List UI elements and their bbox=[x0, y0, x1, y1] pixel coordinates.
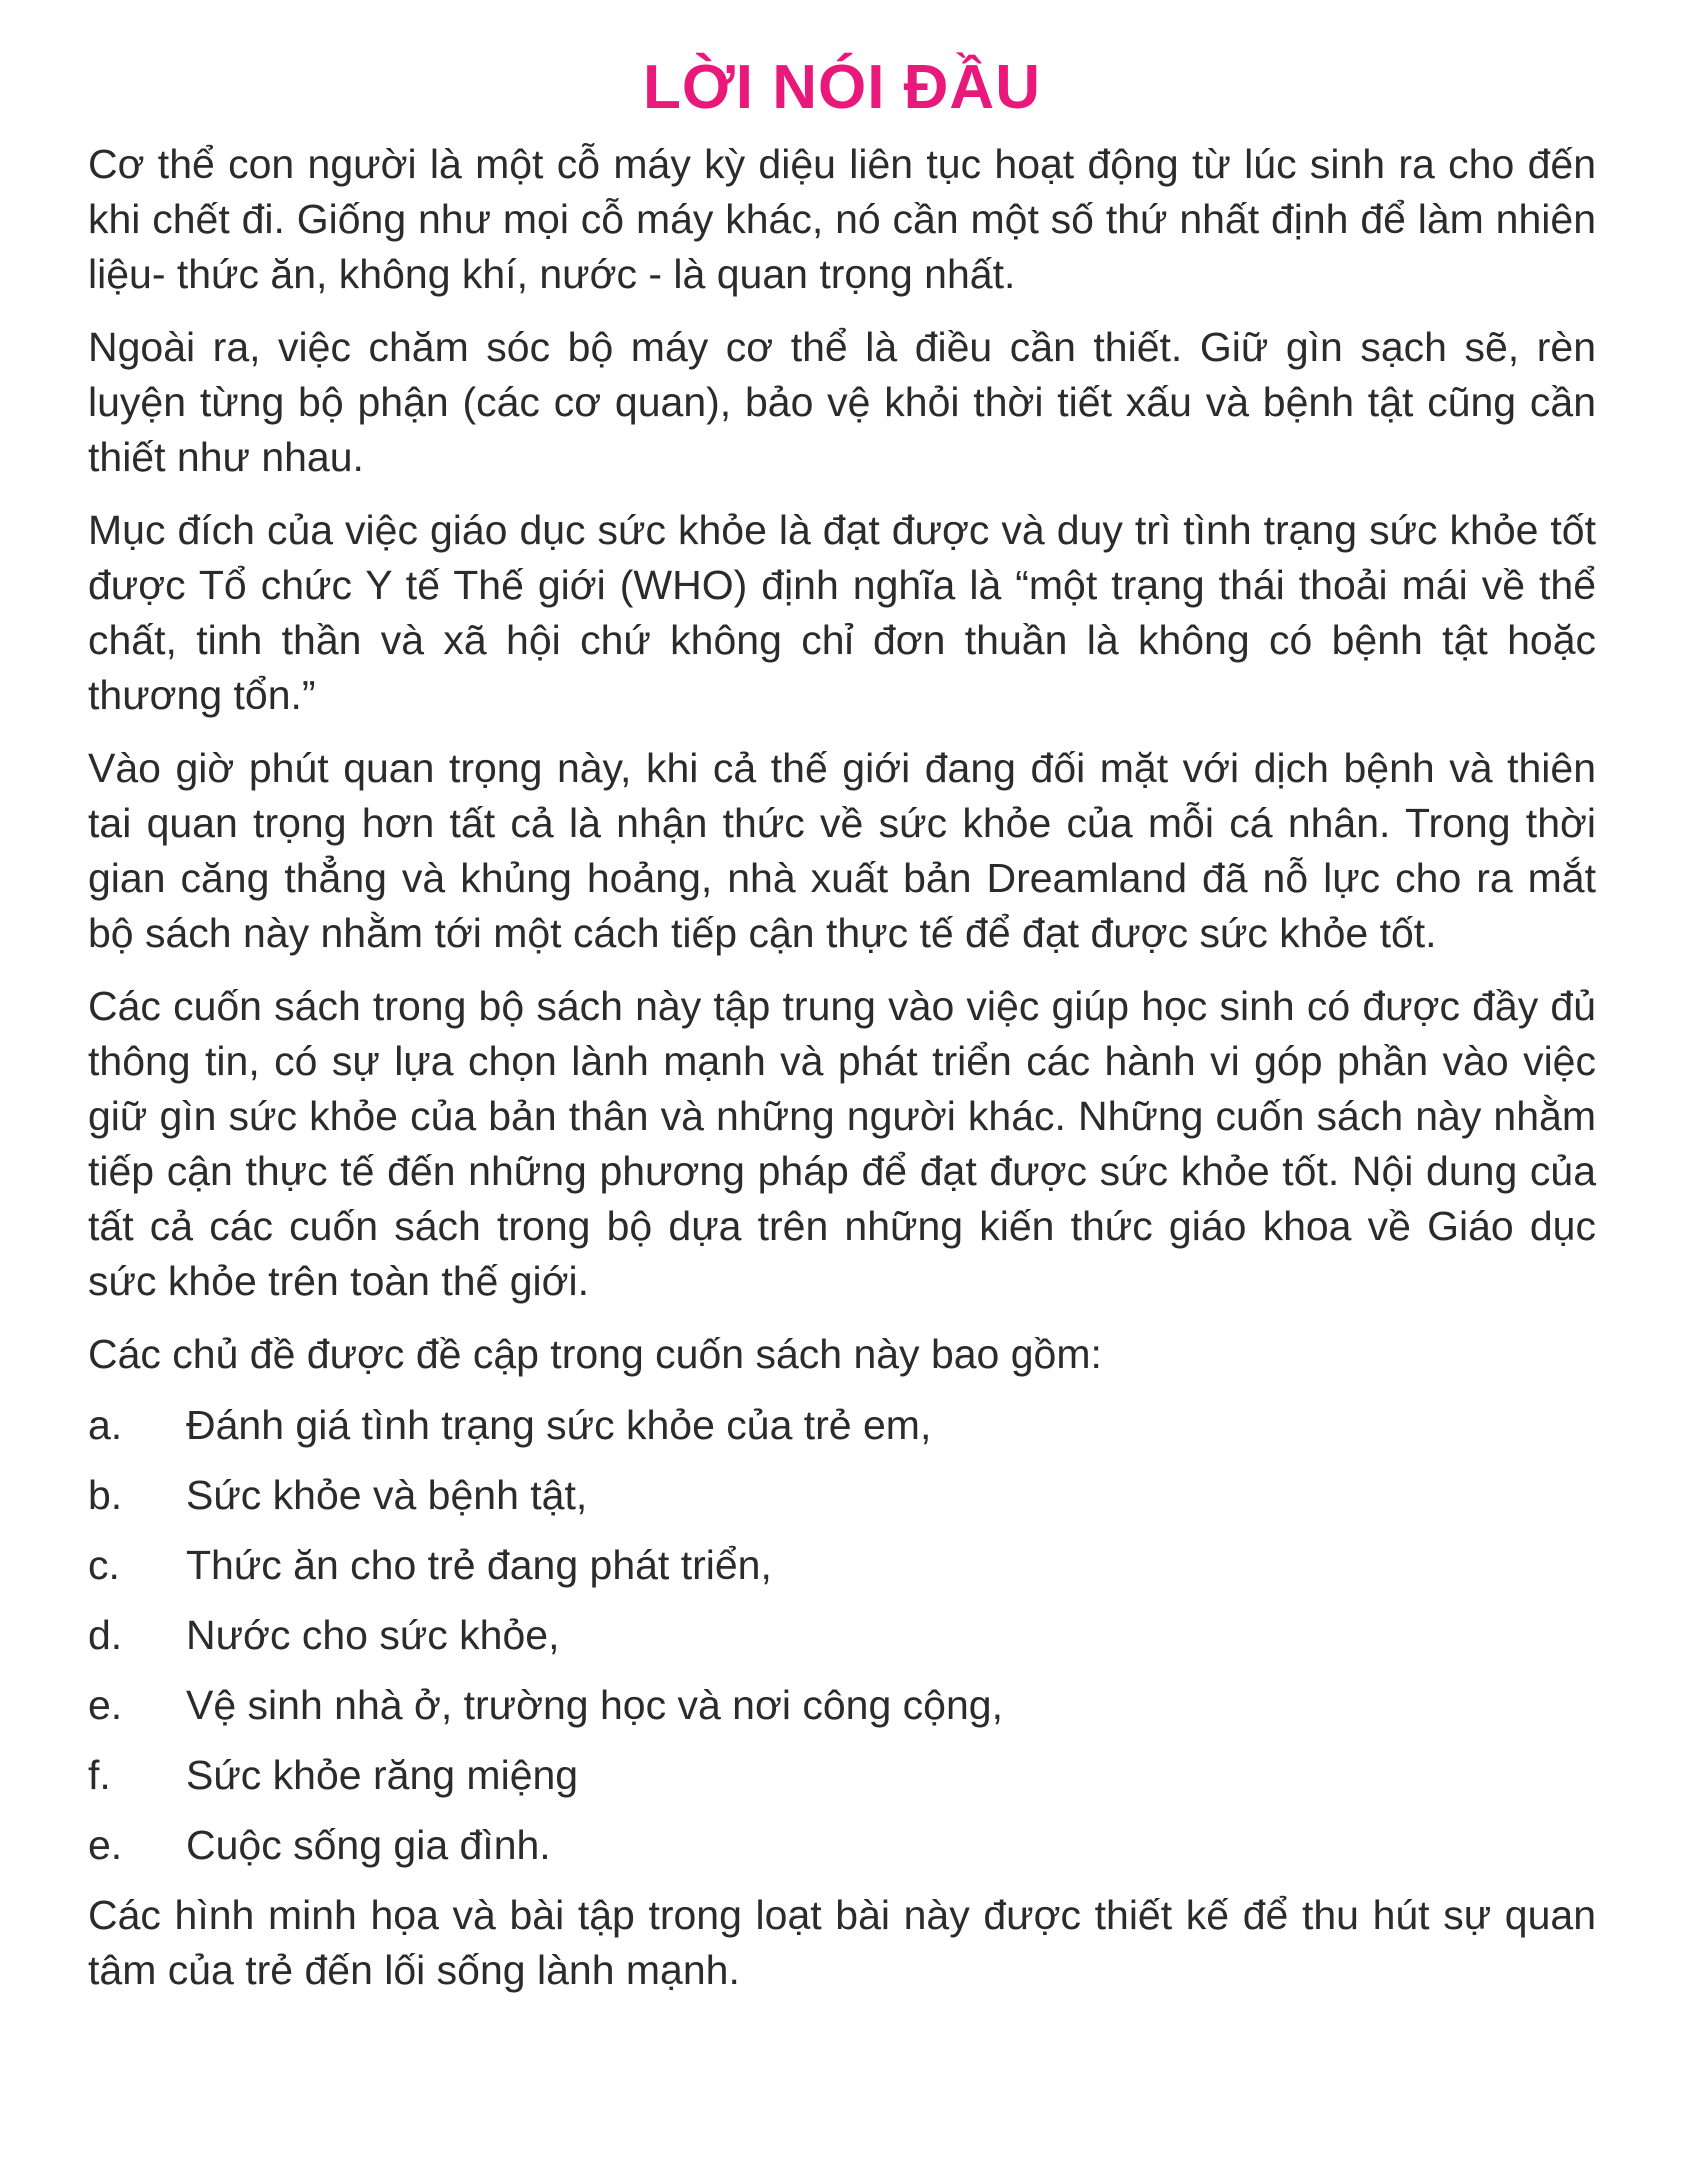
paragraph-intro-body-machine: Cơ thể con người là một cỗ máy kỳ diệu liên tục hoạt động từ lúc sinh ra cho đến khi chết đi. Giống như mọi cỗ máy khác, nó cần một số thứ nhất định để làm nhiên liệu- thức ăn, không khí, nước - là quan trọng nhất. bbox=[88, 141, 1596, 297]
topics-list bbox=[88, 1398, 1596, 1873]
list-item bbox=[88, 1678, 1596, 1733]
list-item-label: c. bbox=[88, 1542, 120, 1588]
list-item-text: Sức khỏe và bệnh tật, bbox=[186, 1472, 588, 1518]
list-item bbox=[88, 1608, 1596, 1663]
paragraph-topics-intro: Các chủ đề được đề cập trong cuốn sách này bao gồm: bbox=[88, 1331, 1102, 1377]
list-item-label: d. bbox=[88, 1612, 123, 1658]
list-item-label: f. bbox=[88, 1752, 111, 1798]
list-item bbox=[88, 1748, 1596, 1803]
paragraph-book-goals: Các cuốn sách trong bộ sách này tập trung vào việc giúp học sinh có được đầy đủ thông tin, có sự lựa chọn lành mạnh và phát triển các hành vi góp phần vào việc giữ gìn sức khỏe của bản thân và những người khác. Những cuốn sách này nhằm tiếp cận thực tế đến những phương pháp để đạt được sức khỏe tốt. Nội dung của tất cả các cuốn sách trong bộ dựa trên những kiến thức giáo khoa về Giáo dục sức khỏe trên toàn thế giới. bbox=[88, 983, 1596, 1304]
paragraph-who-definition: Mục đích của việc giáo dục sức khỏe là đạt được và duy trì tình trạng sức khỏe tốt được Tổ chức Y tế Thế giới (WHO) định nghĩa là “một trạng thái thoải mái về thể chất, tinh thần và xã hội chứ không chỉ đơn thuần là không có bệnh tật hoặc thương tổn.” bbox=[88, 507, 1596, 718]
list-item bbox=[88, 1398, 1596, 1453]
paragraph-care-of-body: Ngoài ra, việc chăm sóc bộ máy cơ thể là điều cần thiết. Giữ gìn sạch sẽ, rèn luyện từng bộ phận (các cơ quan), bảo vệ khỏi thời tiết xấu và bệnh tật cũng cần thiết như nhau. bbox=[88, 324, 1596, 480]
list-item-text: Đánh giá tình trạng sức khỏe của trẻ em, bbox=[186, 1402, 932, 1448]
list-item-label: a. bbox=[88, 1402, 123, 1448]
paragraph-closing: Các hình minh họa và bài tập trong loạt bài này được thiết kế để thu hút sự quan tâm của trẻ đến lối sống lành mạnh. bbox=[88, 1892, 1596, 1993]
list-item bbox=[88, 1818, 1596, 1873]
page-title: LỜI NÓI ĐẦU bbox=[643, 53, 1041, 122]
list-item bbox=[88, 1468, 1596, 1523]
list-item-label: e. bbox=[88, 1682, 123, 1728]
list-item-text: Thức ăn cho trẻ đang phát triển, bbox=[186, 1542, 772, 1588]
list-item-text: Sức khỏe răng miệng bbox=[186, 1752, 579, 1798]
list-item bbox=[88, 1538, 1596, 1593]
list-item-label: e. bbox=[88, 1822, 123, 1868]
paragraph-dreamland-publisher: Vào giờ phút quan trọng này, khi cả thế giới đang đối mặt với dịch bệnh và thiên tai quan trọng hơn tất cả là nhận thức về sức khỏe của mỗi cá nhân. Trong thời gian căng thẳng và khủng hoảng, nhà xuất bản Dreamland đã nỗ lực cho ra mắt bộ sách này nhằm tới một cách tiếp cận thực tế để đạt được sức khỏe tốt. bbox=[88, 745, 1596, 956]
list-item-text: Vệ sinh nhà ở, trường học và nơi công cộng, bbox=[186, 1682, 1003, 1728]
list-item-label: b. bbox=[88, 1472, 123, 1518]
list-item-text: Nước cho sức khỏe, bbox=[186, 1612, 560, 1658]
list-item-text: Cuộc sống gia đình. bbox=[186, 1822, 551, 1868]
